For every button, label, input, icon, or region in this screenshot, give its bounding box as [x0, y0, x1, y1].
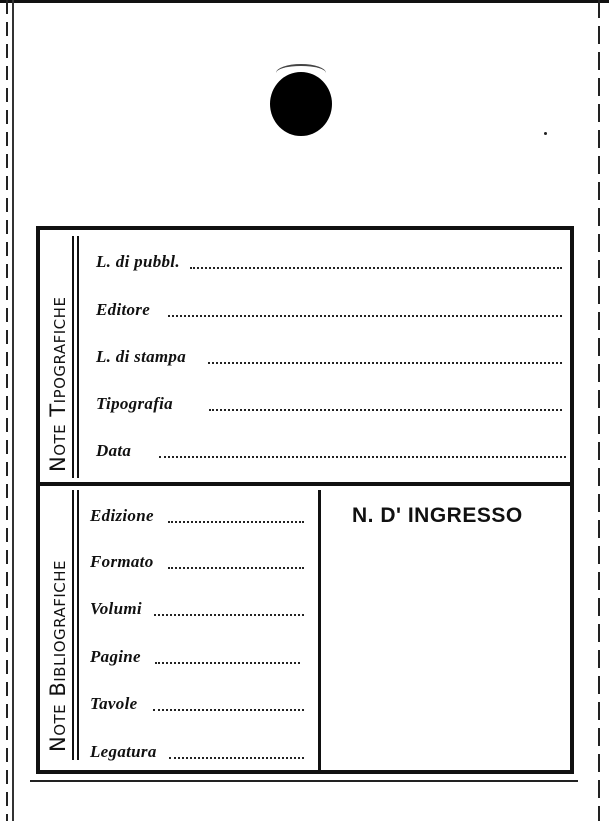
field-editore[interactable]: [96, 300, 562, 320]
field-label: Editore: [96, 300, 151, 319]
field-data[interactable]: [96, 441, 566, 461]
punch-hole-icon: [270, 72, 332, 136]
field-label: Data: [96, 441, 132, 460]
field-tipografia[interactable]: [96, 394, 562, 414]
field-label: Tipografia: [96, 394, 173, 413]
section-double-rule: [72, 490, 74, 760]
field-pagine[interactable]: [90, 647, 300, 667]
typographic-notes-section: [40, 230, 570, 482]
card-bottom-shadow-line: [30, 780, 578, 782]
section-double-rule: [77, 236, 79, 478]
field-label: Formato: [90, 552, 154, 571]
field-label: Volumi: [90, 599, 142, 618]
field-formato[interactable]: [90, 552, 304, 572]
paper-speck: [544, 132, 547, 135]
field-dotted-line[interactable]: [168, 315, 562, 317]
column-divider: [318, 490, 321, 770]
field-dotted-line[interactable]: [209, 409, 562, 411]
field-dotted-line[interactable]: [208, 362, 562, 364]
section-double-rule: [72, 236, 74, 478]
field-luogo-stampa[interactable]: [96, 347, 562, 367]
field-dotted-line[interactable]: [169, 757, 304, 759]
section-double-rule: [77, 490, 79, 760]
field-label: Legatura: [90, 742, 157, 761]
typographic-notes-title: Note Tipografiche: [46, 296, 70, 472]
field-volumi[interactable]: [90, 599, 304, 619]
paper-top-edge: [0, 0, 609, 3]
field-tavole[interactable]: [90, 694, 304, 714]
field-dotted-line[interactable]: [153, 709, 304, 711]
catalog-card: [36, 226, 574, 774]
field-label: L. di stampa: [96, 347, 187, 366]
paper-left-edge: [6, 0, 8, 821]
field-label: Tavole: [90, 694, 138, 713]
field-dotted-line[interactable]: [190, 267, 562, 269]
field-label: Edizione: [90, 506, 154, 525]
field-dotted-line[interactable]: [168, 567, 304, 569]
field-edizione[interactable]: [90, 506, 304, 526]
paper-left-rule: [12, 0, 14, 821]
field-luogo-pubblicazione[interactable]: [96, 252, 562, 272]
field-dotted-line[interactable]: [155, 662, 300, 664]
field-dotted-line[interactable]: [154, 614, 304, 616]
bibliographic-notes-title: Note Bibliografiche: [46, 559, 70, 752]
field-label: Pagine: [90, 647, 141, 666]
field-dotted-line[interactable]: [168, 521, 304, 523]
field-dotted-line[interactable]: [159, 456, 566, 458]
field-legatura[interactable]: [90, 742, 304, 762]
bibliographic-notes-section: [40, 486, 570, 770]
paper-right-edge: [598, 0, 600, 821]
field-label: L. di pubbl.: [96, 252, 180, 271]
entry-number-label: N. D' INGRESSO: [352, 504, 523, 527]
